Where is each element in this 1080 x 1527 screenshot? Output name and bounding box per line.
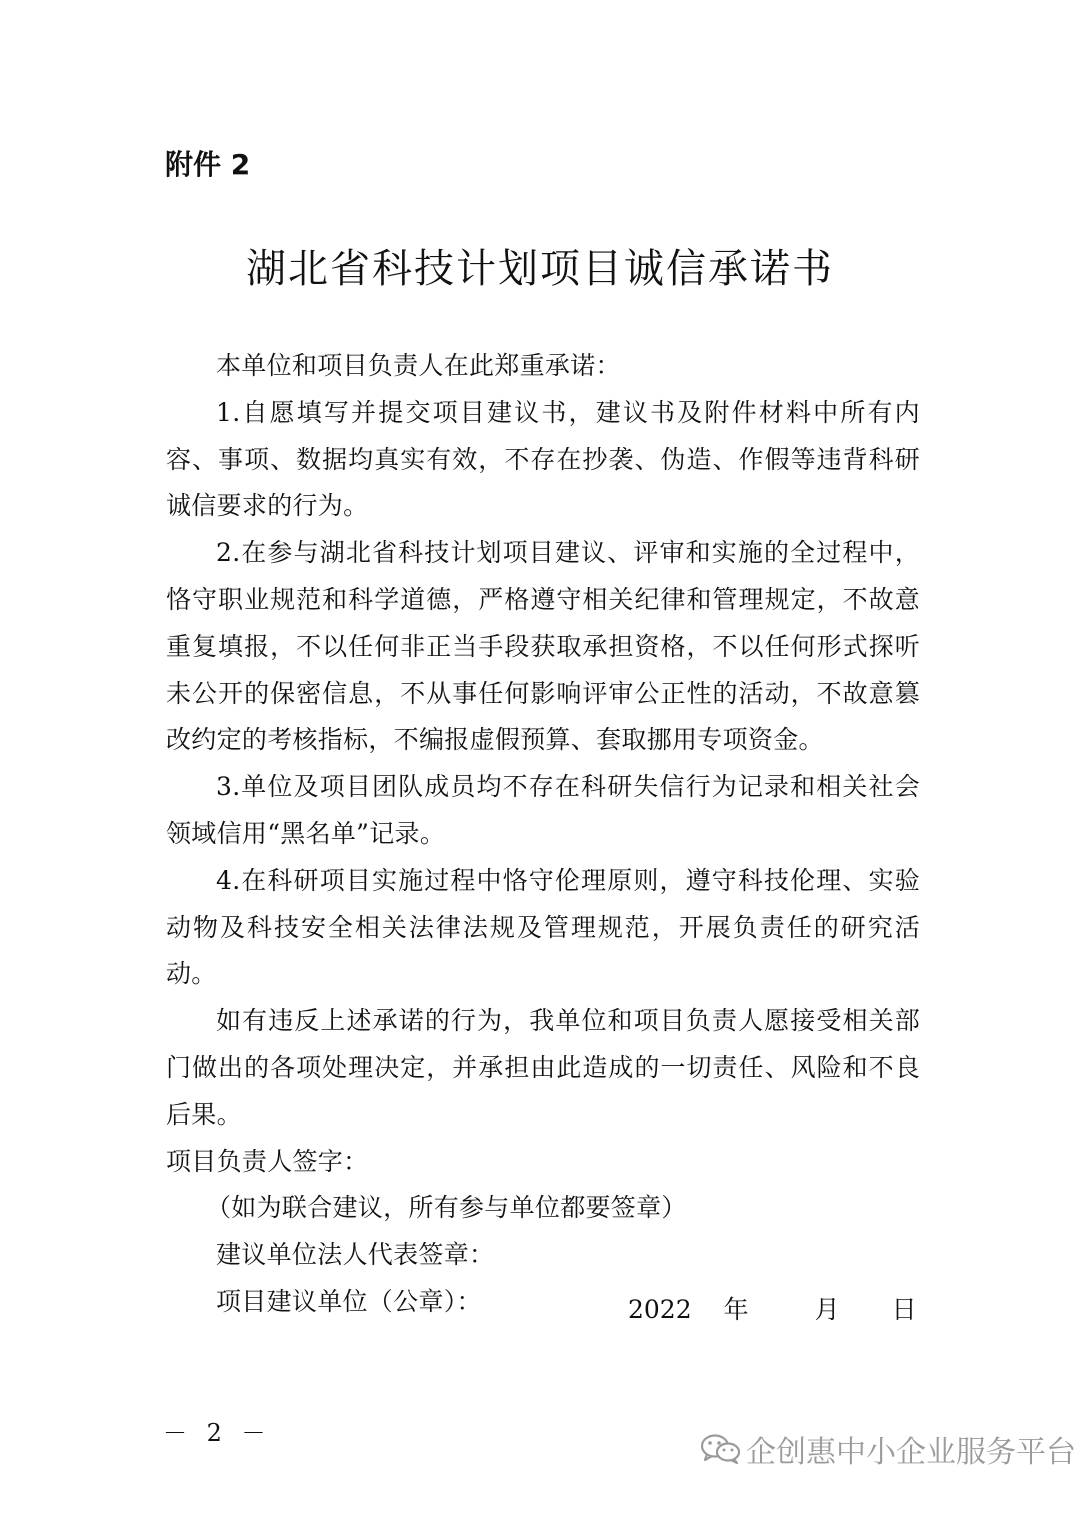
- document-body: [166, 343, 920, 1326]
- leader-signature-line: 项目负责人签字：: [166, 1146, 369, 1176]
- date-year-label: 年: [723, 1295, 749, 1324]
- wechat-icon: [700, 1433, 742, 1465]
- intro-paragraph: 本单位和项目负责人在此郑重承诺：: [216, 351, 621, 380]
- commitment-item-3: 3.单位及项目团队成员均不存在科研失信行为记录和相关社会领域信用“黑名单”记录。: [166, 772, 920, 848]
- unit-seal-line: 项目建议单位（公章）：: [216, 1286, 482, 1316]
- date-month-label: 月: [814, 1295, 840, 1324]
- date-year: 2022: [628, 1295, 692, 1324]
- closing-paragraph: 如有违反上述承诺的行为，我单位和项目负责人愿接受相关部门做出的各项处理决定，并承担由此造成的一切责任、风险和不良后果。: [166, 1006, 920, 1129]
- commitment-item-1: 1.自愿填写并提交项目建议书，建议书及附件材料中所有内容、事项、数据均真实有效，不存在抄袭、伪造、作假等违背科研诚信要求的行为。: [166, 397, 920, 521]
- date-line: [628, 1290, 917, 1326]
- joint-proposal-note: （如为联合建议，所有参与单位都要签章）: [206, 1193, 687, 1223]
- date-day-label: 日: [891, 1295, 917, 1324]
- watermark-text: 企创惠中小企业服务平台: [746, 1435, 1076, 1470]
- attachment-label: 附件 2: [165, 148, 251, 181]
- page-number: － 2 －: [163, 1419, 272, 1447]
- commitment-item-2: 2.在参与湖北省科技计划项目建议、评审和实施的全过程中，恪守职业规范和科学道德，严格遵守相关纪律和管理规定，不故意重复填报，不以任何非正当手段获取承担资格，不以任何形式探听未公开的保密信息，不从事任何影响评审公正性的活动，不故意篡改约定的考核指标，不编报虚假预算、套取挪用专项资金。: [166, 538, 920, 755]
- commitment-item-4: 4.在科研项目实施过程中恪守伦理原则，遵守科技伦理、实验动物及科技安全相关法律法规及管理规范，开展负责任的研究活动。: [166, 865, 920, 989]
- watermark: [700, 1427, 1076, 1471]
- legal-rep-signature-line: 建议单位法人代表签章：: [216, 1240, 495, 1270]
- document-title: 湖北省科技计划项目诚信承诺书: [246, 246, 834, 292]
